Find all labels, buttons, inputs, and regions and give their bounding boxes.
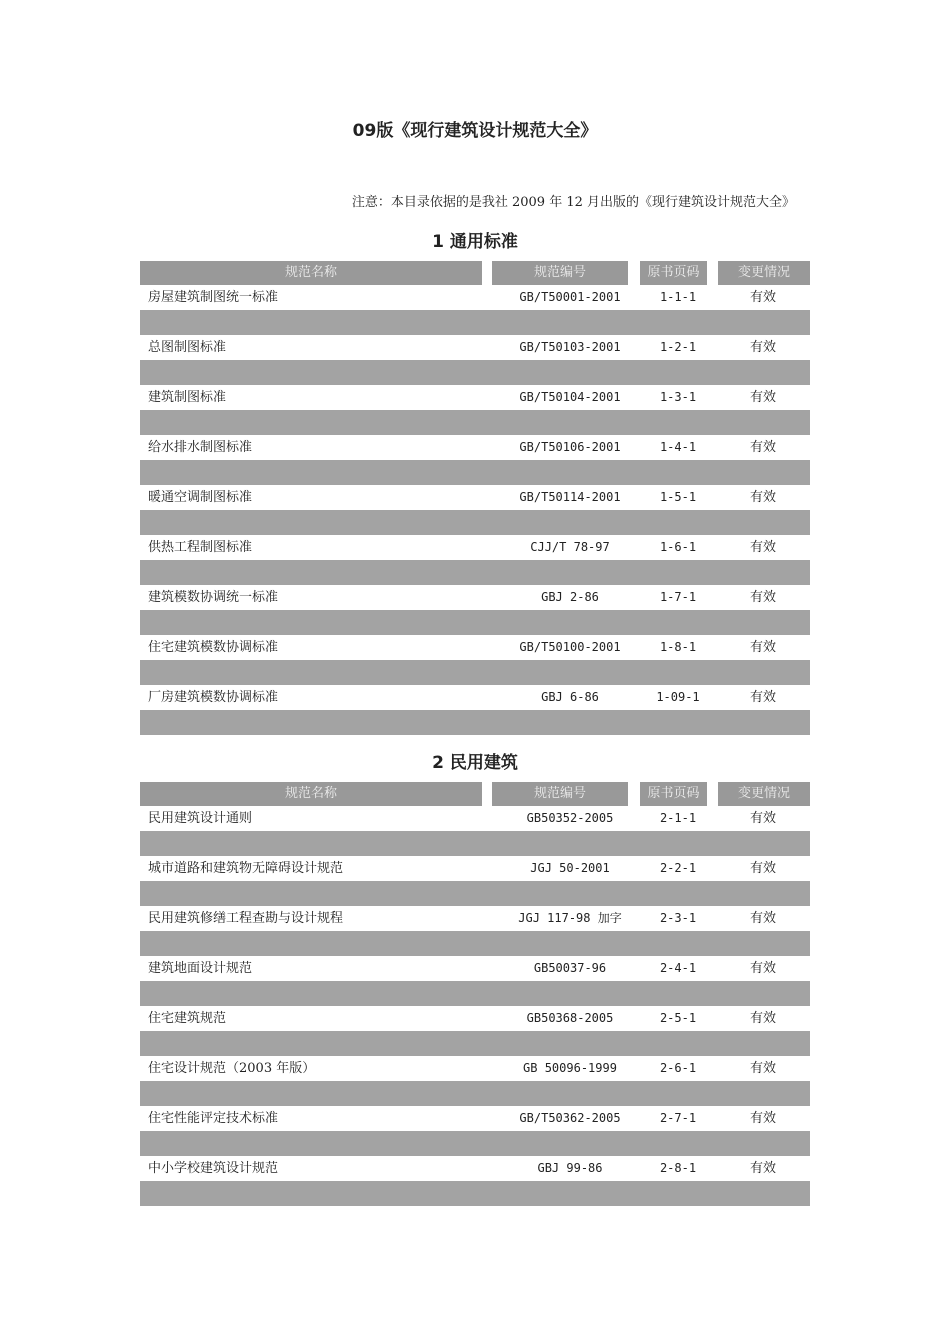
status-text: 有效 bbox=[749, 640, 776, 655]
column-header-page: 原书页码 bbox=[640, 261, 707, 285]
row-separator bbox=[140, 410, 810, 435]
page-number: 2-8-1 bbox=[659, 1161, 697, 1175]
status-text: 有效 bbox=[749, 1011, 776, 1026]
table-row bbox=[140, 635, 810, 660]
row-separator bbox=[140, 881, 810, 906]
row-separator bbox=[140, 1031, 810, 1056]
page-number: 1-1-1 bbox=[659, 290, 697, 304]
table-header bbox=[140, 782, 810, 806]
standard-name: 住宅建筑规范 bbox=[148, 1011, 227, 1026]
standards-table bbox=[140, 261, 810, 735]
standard-code: JGJ 50-2001 bbox=[530, 861, 610, 875]
table-row bbox=[140, 535, 810, 560]
column-header-status: 变更情况 bbox=[718, 261, 810, 285]
page-number: 1-09-1 bbox=[656, 690, 700, 704]
standard-name: 建筑模数协调统一标准 bbox=[148, 590, 279, 605]
row-separator bbox=[140, 460, 810, 485]
standard-code: GB50352-2005 bbox=[526, 811, 614, 825]
status-text: 有效 bbox=[749, 490, 776, 505]
page-number: 1-7-1 bbox=[659, 590, 697, 604]
status-text: 有效 bbox=[749, 690, 776, 705]
table-row bbox=[140, 1106, 810, 1131]
section-title: 2 民用建筑 bbox=[432, 753, 518, 773]
page-number: 1-4-1 bbox=[659, 440, 697, 454]
standard-name: 建筑地面设计规范 bbox=[148, 961, 253, 976]
column-header-code: 规范编号 bbox=[492, 782, 628, 806]
section-title: 1 通用标准 bbox=[432, 232, 518, 252]
row-separator bbox=[140, 981, 810, 1006]
table-body bbox=[140, 806, 810, 1206]
standard-name: 厂房建筑模数协调标准 bbox=[148, 690, 279, 705]
page-number: 2-4-1 bbox=[659, 961, 697, 975]
standard-code: GB/T50104-2001 bbox=[519, 390, 621, 404]
table-row bbox=[140, 435, 810, 460]
table-row bbox=[140, 485, 810, 510]
row-separator bbox=[140, 310, 810, 335]
page-number: 1-6-1 bbox=[659, 540, 697, 554]
status-text: 有效 bbox=[749, 1111, 776, 1126]
table-row bbox=[140, 956, 810, 981]
row-separator bbox=[140, 1131, 810, 1156]
status-text: 有效 bbox=[749, 340, 776, 355]
status-text: 有效 bbox=[749, 290, 776, 305]
standard-name: 民用建筑修缮工程查勘与设计规程 bbox=[148, 911, 344, 926]
standard-code: GB50037-96 bbox=[533, 961, 607, 975]
table-row bbox=[140, 1056, 810, 1081]
row-separator bbox=[140, 610, 810, 635]
page-number: 2-6-1 bbox=[659, 1061, 697, 1075]
row-separator bbox=[140, 831, 810, 856]
table-row bbox=[140, 906, 810, 931]
standard-code: GB/T50114-2001 bbox=[519, 490, 621, 504]
table-row bbox=[140, 385, 810, 410]
standard-code: GB 50096-1999 bbox=[523, 1061, 617, 1075]
standard-name: 城市道路和建筑物无障碍设计规范 bbox=[148, 861, 344, 876]
standard-code: GBJ 99-86 bbox=[537, 1161, 603, 1175]
standard-code: GB/T50362-2005 bbox=[519, 1111, 621, 1125]
page-number: 2-3-1 bbox=[659, 911, 697, 925]
row-separator bbox=[140, 660, 810, 685]
page-number: 1-5-1 bbox=[659, 490, 697, 504]
row-separator bbox=[140, 360, 810, 385]
catalog-note: 注意：本目录依据的是我社 2009 年 12 月出版的《现行建筑设计规范大全》 bbox=[351, 195, 795, 210]
standard-name: 供热工程制图标准 bbox=[148, 540, 253, 555]
standard-name: 中小学校建筑设计规范 bbox=[148, 1161, 279, 1176]
status-text: 有效 bbox=[749, 540, 776, 555]
page-number: 2-2-1 bbox=[659, 861, 697, 875]
page-title: 09版《现行建筑设计规范大全》 bbox=[352, 121, 598, 141]
standard-code: GBJ 2-86 bbox=[541, 590, 599, 604]
table-row bbox=[140, 685, 810, 710]
status-text: 有效 bbox=[749, 911, 776, 926]
standard-name: 住宅设计规范（2003 年版） bbox=[148, 1061, 316, 1076]
column-header-name: 规范名称 bbox=[140, 782, 482, 806]
column-header-code: 规范编号 bbox=[492, 261, 628, 285]
table-row bbox=[140, 856, 810, 881]
status-text: 有效 bbox=[749, 390, 776, 405]
page-number: 2-1-1 bbox=[659, 811, 697, 825]
page-number: 2-7-1 bbox=[659, 1111, 697, 1125]
status-text: 有效 bbox=[749, 1161, 776, 1176]
row-separator bbox=[140, 931, 810, 956]
standard-code: GB/T50103-2001 bbox=[519, 340, 621, 354]
standard-name: 住宅建筑模数协调标准 bbox=[148, 640, 279, 655]
column-header-name: 规范名称 bbox=[140, 261, 482, 285]
standard-code: JGJ 117-98 加字 bbox=[518, 911, 622, 925]
standard-name: 总图制图标准 bbox=[148, 340, 227, 355]
status-text: 有效 bbox=[749, 811, 776, 826]
row-separator bbox=[140, 1181, 810, 1206]
page-number: 1-8-1 bbox=[659, 640, 697, 654]
standard-name: 住宅性能评定技术标准 bbox=[148, 1111, 279, 1126]
standard-name: 建筑制图标准 bbox=[148, 390, 227, 405]
standard-code: GB/T50106-2001 bbox=[519, 440, 621, 454]
table-row bbox=[140, 285, 810, 310]
row-separator bbox=[140, 510, 810, 535]
table-row bbox=[140, 335, 810, 360]
status-text: 有效 bbox=[749, 861, 776, 876]
table-header bbox=[140, 261, 810, 285]
standard-code: CJJ/T 78-97 bbox=[530, 540, 610, 554]
table-row bbox=[140, 1006, 810, 1031]
standard-code: GBJ 6-86 bbox=[541, 690, 599, 704]
standard-name: 给水排水制图标准 bbox=[148, 440, 253, 455]
table-row bbox=[140, 806, 810, 831]
standard-code: GB50368-2005 bbox=[526, 1011, 614, 1025]
status-text: 有效 bbox=[749, 440, 776, 455]
status-text: 有效 bbox=[749, 590, 776, 605]
page-number: 2-5-1 bbox=[659, 1011, 697, 1025]
row-separator bbox=[140, 560, 810, 585]
page-number: 1-2-1 bbox=[659, 340, 697, 354]
table-row bbox=[140, 1156, 810, 1181]
table-body bbox=[140, 285, 810, 735]
status-text: 有效 bbox=[749, 961, 776, 976]
status-text: 有效 bbox=[749, 1061, 776, 1076]
row-separator bbox=[140, 710, 810, 735]
standards-table bbox=[140, 782, 810, 1206]
standard-code: GB/T50001-2001 bbox=[519, 290, 621, 304]
row-separator bbox=[140, 1081, 810, 1106]
column-header-page: 原书页码 bbox=[640, 782, 707, 806]
standard-name: 民用建筑设计通则 bbox=[148, 811, 253, 826]
standard-name: 房屋建筑制图统一标准 bbox=[148, 290, 279, 305]
column-header-status: 变更情况 bbox=[718, 782, 810, 806]
table-row bbox=[140, 585, 810, 610]
standard-name: 暖通空调制图标准 bbox=[148, 490, 253, 505]
standard-code: GB/T50100-2001 bbox=[519, 640, 621, 654]
page-number: 1-3-1 bbox=[659, 390, 697, 404]
